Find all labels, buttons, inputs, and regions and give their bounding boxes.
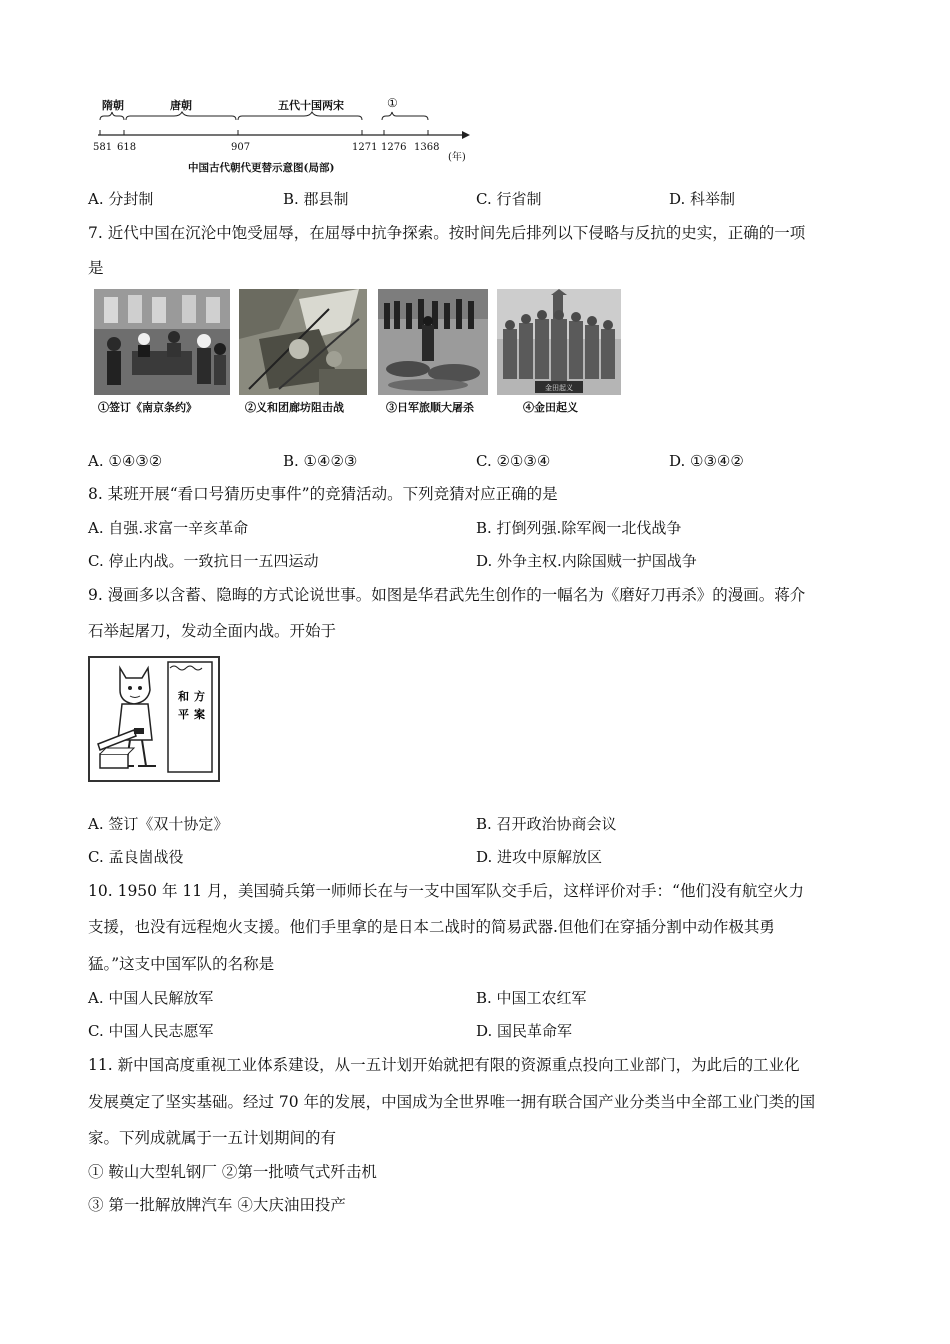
q7-option-a: A. ①④③② xyxy=(88,452,163,470)
cartoon-sharpen-knife xyxy=(88,656,220,782)
q7-option-d: D. ①③④② xyxy=(669,452,744,470)
q11-stem-line-3: 家。下列成就属于一五计划期间的有 xyxy=(88,1129,337,1147)
sign-char: 方 xyxy=(194,690,205,703)
photo-boxer-battle xyxy=(239,289,367,395)
q11-items-line-2: ③ 第一批解放牌汽车 ④大庆油田投产 xyxy=(88,1196,346,1214)
timeline-year: 1368 xyxy=(414,142,440,153)
timeline-marker-1: ① xyxy=(387,96,398,110)
q10-stem-line-1: 10. 1950 年 11 月，美国骑兵第一师师长在与一支中国军队交手后，这样评价对手：“他们没有航空火力 xyxy=(88,882,804,900)
q7-stem-line-1: 7. 近代中国在沉沦中饱受屈辱，在屈辱中抗争探索。按时间先后排列以下侵略与反抗的史实，正确的一项 xyxy=(88,224,806,242)
q10-option-b: B. 中国工农红军 xyxy=(476,989,587,1007)
timeline-caption: 中国古代朝代更替示意图(局部) xyxy=(188,162,335,174)
q9-option-c: C. 孟良崮战役 xyxy=(88,848,184,866)
q6-option-d: D. 科举制 xyxy=(669,190,736,208)
q8-option-c: C. 停止内战。一致抗日一五四运动 xyxy=(88,552,319,570)
q7-option-c: C. ②①③④ xyxy=(476,452,551,470)
q6-option-a: A. 分封制 xyxy=(88,190,154,208)
q8-option-b: B. 打倒列强.除军阀一北伐战争 xyxy=(476,519,682,537)
q9-option-b: B. 召开政治协商会议 xyxy=(476,815,617,833)
q9-option-a: A. 签订《双十协定》 xyxy=(88,815,229,833)
timeline-year: 581 xyxy=(93,142,113,153)
photo-nanjing-treaty xyxy=(94,289,230,395)
q11-stem-line-1: 11. 新中国高度重视工业体系建设，从一五计划开始就把有限的资源重点投向工业部门，为此后的工业化 xyxy=(88,1056,800,1074)
q6-option-b: B. 郡县制 xyxy=(283,190,349,208)
q9-stem-line-2: 石举起屠刀，发动全面内战。开始于 xyxy=(88,622,337,640)
photo-caption-3: ③日军旅顺大屠杀 xyxy=(386,401,474,414)
q9-option-d: D. 进攻中原解放区 xyxy=(476,848,603,866)
timeline-year: 1276 xyxy=(381,142,407,153)
photo-jintian-uprising xyxy=(497,289,621,395)
timeline-year: 907 xyxy=(231,142,251,153)
q7-stem-line-2: 是 xyxy=(88,259,104,277)
timeline-label-wudai: 五代十国两宋 xyxy=(278,99,344,112)
q10-option-d: D. 国民革命军 xyxy=(476,1022,573,1040)
monument-plaque-text: 金田起义 xyxy=(545,384,573,392)
photo-caption-1: ①签订《南京条约》 xyxy=(98,401,197,414)
timeline-label-tang: 唐朝 xyxy=(170,99,192,112)
q10-option-c: C. 中国人民志愿军 xyxy=(88,1022,214,1040)
q8-stem: 8. 某班开展“看口号猜历史事件”的竞猜活动。下列竞猜对应正确的是 xyxy=(88,485,558,503)
timeline-axis xyxy=(94,108,474,144)
q6-option-c: C. 行省制 xyxy=(476,190,542,208)
timeline-label-sui: 隋朝 xyxy=(102,99,124,112)
timeline-unit: (年) xyxy=(448,152,466,163)
sign-char: 和 xyxy=(178,690,189,703)
photo-caption-4: ④金田起义 xyxy=(523,401,578,414)
q11-items-line-1: ① 鞍山大型轧钢厂 ②第一批喷气式歼击机 xyxy=(88,1163,377,1181)
q7-option-b: B. ①④②③ xyxy=(283,452,358,470)
q9-stem-line-1: 9. 漫画多以含蓄、隐晦的方式论说世事。如图是华君武先生创作的一幅名为《磨好刀再杀》的漫画。蒋介 xyxy=(88,586,806,604)
sign-char: 平 xyxy=(178,708,189,721)
q10-option-a: A. 中国人民解放军 xyxy=(88,989,214,1007)
q10-stem-line-2: 支援，也没有远程炮火支援。他们手里拿的是日本二战时的简易武器.但他们在穿插分割中动作极其勇 xyxy=(88,918,775,936)
q8-option-d: D. 外争主权.内除国贼一护国战争 xyxy=(476,552,697,570)
photo-caption-2: ②义和团廊坊阻击战 xyxy=(245,401,344,414)
timeline-year: 1271 xyxy=(352,142,378,153)
timeline-year: 618 xyxy=(117,142,137,153)
q11-stem-line-2: 发展奠定了坚实基础。经过 70 年的发展，中国成为全世界唯一拥有联合国产业分类当中全部工业门类的国 xyxy=(88,1093,816,1111)
q10-stem-line-3: 猛。”这支中国军队的名称是 xyxy=(88,955,275,973)
sign-char: 案 xyxy=(194,708,205,721)
q8-option-a: A. 自强.求富一辛亥革命 xyxy=(88,519,249,537)
photo-lushun-massacre xyxy=(378,289,488,395)
